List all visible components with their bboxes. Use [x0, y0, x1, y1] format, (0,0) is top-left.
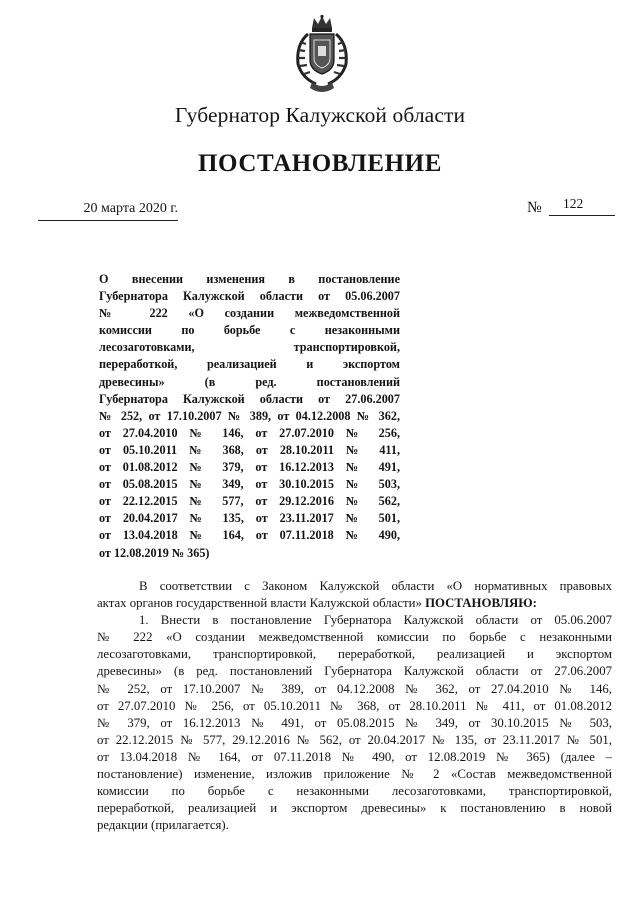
title-line: от 12.08.2019 № 365) [99, 545, 210, 560]
document-date-text: 20 марта 2020 г. [83, 201, 178, 216]
title-line: от 05.10.2011 № 368, от 28.10.2011 № 411, [99, 442, 400, 457]
item-line: переработкой, реализацией и экспортом древесины» к постановлению в новой [97, 801, 612, 816]
number-underline [549, 215, 615, 216]
item-line: № 222 «О создании межведомственной комиссии по борьбе с незаконными [97, 630, 612, 645]
document-date [38, 201, 178, 221]
document-number [527, 196, 617, 218]
title-line: Губернатора Калужской области от 05.06.2007 [99, 289, 400, 304]
number-value: 122 [563, 196, 584, 211]
item-line: древесины» (в ред. постановлений Губернатора Калужской области от 27.06.2007 [97, 664, 612, 679]
number-sign: № [527, 199, 542, 216]
item-line: редакции (прилагается). [97, 818, 229, 833]
item-line: № 252, от 17.10.2007 № 389, от 04.12.2008 № 362, от 27.04.2010 № 146, [97, 681, 612, 696]
item-line: № 379, от 16.12.2013 № 491, от 05.08.2015 № 349, от 30.10.2015 № 503, [97, 715, 612, 730]
document-title-block [99, 271, 400, 562]
item-line: постановление) изменение, изложив приложение № 2 «Состав межведомственной [97, 767, 612, 782]
title-line: от 01.08.2012 № 379, от 16.12.2013 № 491, [99, 460, 400, 475]
title-line: от 20.04.2017 № 135, от 23.11.2017 № 501, [99, 511, 400, 526]
item-line: лесозаготовками, транспортировкой, переработкой, реализацией и экспортом [97, 647, 612, 662]
title-line: № 252, от 17.10.2007 № 389, от 04.12.2008 № 362, [99, 408, 400, 423]
preamble-text: актах органов государственной власти Калужской области» [97, 596, 422, 611]
title-line: Губернатора Калужской области от 27.06.2007 [99, 391, 400, 406]
title-line: от 13.04.2018 № 164, от 07.11.2018 № 490, [99, 528, 400, 543]
title-line: комиссии по борьбе с незаконными [99, 323, 400, 338]
title-line: переработкой, реализацией и экспортом [99, 357, 400, 372]
title-line: древесины» (в ред. постановлений [99, 374, 400, 389]
title-line: О внесении изменения в постановление [99, 272, 400, 286]
item-line: от 27.07.2010 № 256, от 05.10.2011 № 368, от 28.10.2011 № 411, от 01.08.2012 [97, 698, 612, 713]
title-line: лесозаготовками, транспортировкой, [99, 340, 400, 355]
issuing-authority: Губернатор Калужской области [174, 103, 466, 127]
item-line: от 13.04.2018 № 164, от 07.11.2018 № 490, от 12.08.2019 № 365) (далее – [97, 749, 612, 764]
document-type-heading: ПОСТАНОВЛЕНИЕ [197, 150, 443, 177]
title-line: от 22.12.2015 № 577, от 29.12.2016 № 562, [99, 494, 400, 509]
decree-keyword: ПОСТАНОВЛЯЮ: [425, 596, 537, 611]
preamble-line: В соответствии с Законом Калужской области «О нормативных правовых [139, 579, 612, 593]
title-line: № 222 «О создании межведомственной [99, 306, 400, 321]
coat-of-arms-emblem [290, 14, 354, 100]
item-line: от 22.12.2015 № 577, 29.12.2016 № 562, от 20.04.2017 № 135, от 23.11.2017 № 501, [97, 732, 612, 747]
document-body [97, 578, 612, 834]
preamble-line [97, 595, 612, 612]
item-line: комиссии по борьбе с незаконными лесозаготовками, транспортировкой, [97, 784, 612, 799]
title-line: от 05.08.2015 № 349, от 30.10.2015 № 503, [99, 477, 400, 492]
item-line: 1. Внести в постановление Губернатора Калужской области от 05.06.2007 [139, 613, 612, 628]
title-line: от 27.04.2010 № 146, от 27.07.2010 № 256, [99, 425, 400, 440]
